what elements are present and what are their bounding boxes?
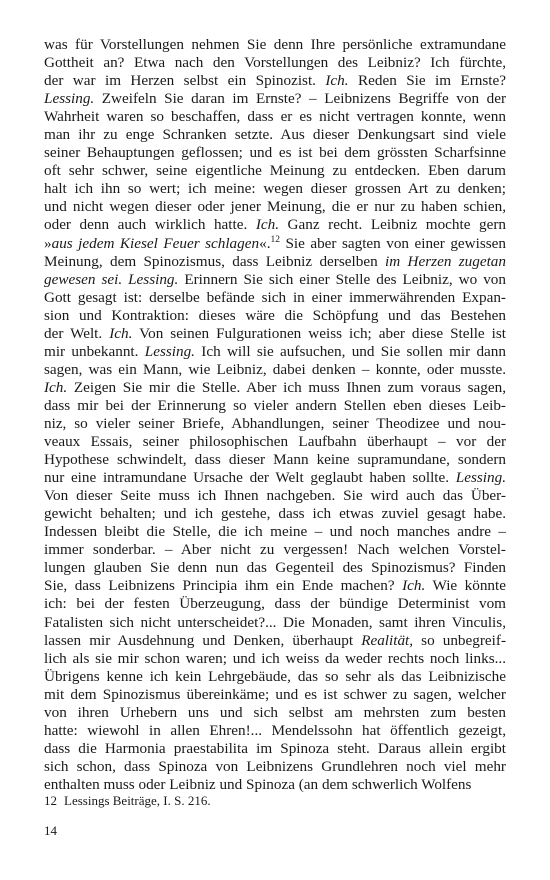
text-line: [44, 704, 506, 722]
italic-text: Lessing.: [455, 469, 506, 487]
text-segment: Indessen bleibt die Stelle, die ich meine – und noch manches andre –: [44, 523, 506, 541]
text-segment: Fatalisten sich nicht unterscheidet?... Die Monaden, samt ihren Vinculis,: [44, 613, 506, 631]
text-line: [44, 614, 506, 632]
italic-text: Ich.: [255, 216, 280, 234]
italic-text: aus jedem Kiesel Feuer schlagen: [51, 234, 260, 252]
text-segment: enthalten muss oder Leibniz und Spinoza (an dem schwerlich Wolfens: [44, 775, 472, 793]
italic-text: Lessing.: [44, 90, 95, 108]
text-segment: Wie könnte: [425, 577, 506, 595]
text-segment: hatte: wiewohl in allen Ehren!... Mendelssohn hat öffentlich gezeigt,: [44, 721, 506, 739]
text-segment: Ganz recht. Leibniz mochte gern: [279, 216, 506, 234]
text-segment: Gottheit an? Etwa nach den Vorstellungen des Leibniz? Ich fürchte,: [44, 54, 506, 72]
text-segment: niz, so vieler seiner Briefe, Abhandlungen, seiner Theodizee und nou-: [44, 414, 506, 432]
footnote-reference: 12: [270, 234, 280, 245]
text-line: [44, 433, 506, 451]
text-line: [44, 235, 506, 253]
text-segment: sagen, was ein Mann, wie Leibniz, dabei denken – konnte, oder musste.: [44, 360, 506, 378]
text-line: [44, 668, 506, 686]
text-line: [44, 54, 506, 72]
text-line: [44, 180, 506, 198]
text-segment: mit dem Spinozismus übereinkäme; und es ist schwer zu sagen, welcher: [44, 685, 506, 703]
italic-text: Ich.: [402, 577, 426, 595]
text-segment: Hypothese schwindelt, dass dieser Mann keine supramundane, sondern: [44, 451, 506, 469]
text-line: [44, 776, 506, 794]
text-line: [44, 325, 506, 343]
text-line: [44, 595, 506, 613]
text-segment: Zweifeln Sie daran im Ernste? – Leibnizens Begriffe von der: [94, 90, 506, 108]
text-segment: oder denn auch wirklich hatte.: [44, 216, 256, 234]
italic-text: im Herzen zugetan: [385, 252, 506, 270]
text-segment: Meinung, dem Spinozismus, dass Leibniz derselben: [44, 252, 386, 270]
italic-text: Ich.: [109, 324, 133, 342]
page-number: 14: [44, 823, 57, 838]
text-segment: was für Vorstellungen nehmen Sie denn Ihre persönliche extramundane: [44, 36, 506, 53]
text-line: [44, 72, 506, 90]
text-segment: dass mir bei der Erinnerung so vieler andern Stellen eben dieses Leib-: [44, 396, 506, 414]
text-line: [44, 198, 506, 216]
text-segment: veaux Essais, seiner philosophischen Laufbahn überhaupt – vor der: [44, 433, 506, 451]
text-line: [44, 487, 506, 505]
text-segment: «.: [259, 234, 271, 252]
text-segment: der war im Herzen selbst ein Spinozist.: [44, 72, 326, 90]
text-segment: der Welt.: [44, 324, 110, 342]
text-segment: sion und Kontraktion: dieses wäre die Schöpfung und das Bestehen: [44, 306, 506, 324]
text-segment: sich schon, dass Spinoza von Leibnizens Grundlehren noch viel mehr: [44, 757, 506, 775]
text-line: [44, 758, 506, 776]
text-line: [44, 162, 506, 180]
text-segment: lich als sie mir schon waren; und ich weiss da weder rechts noch links...: [44, 649, 506, 667]
text-line: [44, 505, 506, 523]
text-line: [44, 632, 506, 650]
text-segment: von ihren Urhebern uns und sich selbst am mehrsten zum besten: [44, 703, 506, 721]
text-segment: ich: bei der festen Überzeugung, dass der bündige Determinist vom: [44, 595, 506, 613]
text-segment: Gott gesagt ist: derselbe befände sich in einer immerwährenden Expan-: [44, 288, 506, 306]
text-line: [44, 722, 506, 740]
text-segment: dass die Harmonia praestabilita im Spinoza steht. Daraus allein ergibt: [44, 739, 506, 757]
text-segment: Ich will sie aufsuchen, und Sie sollen mir dann: [194, 342, 506, 360]
italic-text: Realität,: [361, 631, 414, 649]
text-line: [44, 541, 506, 559]
text-segment: Wahrheit waren so beschaffen, dass er es nicht vertragen konnte, wenn: [44, 108, 506, 126]
text-line: [44, 397, 506, 415]
footnote: [44, 793, 506, 809]
text-segment: Sie aber sagten von einer gewissen: [279, 234, 507, 252]
text-line: [44, 577, 506, 595]
text-segment: Übrigens kenne ich kein Lehrgebäude, das so sehr als das Leibnizische: [44, 667, 506, 685]
footnote-text: Lessings Beiträge, I. S. 216.: [64, 793, 211, 808]
text-line: [44, 451, 506, 469]
main-text: [44, 36, 506, 794]
italic-text: Ich.: [325, 72, 349, 90]
text-segment: mir unbekannt.: [44, 342, 145, 360]
text-line: [44, 686, 506, 704]
text-line: [44, 361, 506, 379]
italic-text: gewesen sei. Lessing.: [44, 270, 179, 288]
text-line: [44, 36, 506, 54]
text-segment: oft sehr schwer, seine eigentliche Meinung zu entdecken. Eben darum: [44, 162, 506, 180]
text-segment: lungen glauben Sie denn nun das Gegenteil des Spinozismus? Finden: [44, 559, 506, 577]
text-segment: nur eine intramundane Ursache der Welt geglaubt haben sollte.: [44, 469, 456, 487]
text-segment: Von seinen Fulgurationen weiss ich; aber diese Stelle ist: [132, 324, 506, 342]
text-line: [44, 271, 506, 289]
text-segment: lassen mir Ausdehnung und Denken, überhaupt: [44, 631, 362, 649]
text-line: [44, 379, 506, 397]
text-segment: immer sonderbar. – Aber nicht zu vergessen! Nach welchen Vorstel-: [44, 541, 506, 559]
text-segment: Sie, dass Leibnizens Principia ihm ein Ende machen?: [44, 577, 403, 595]
text-segment: und nicht wegen dieser oder jener Meinung, die er nur zu haben schien,: [44, 198, 506, 216]
text-line: [44, 740, 506, 758]
text-segment: so unbegreif-: [413, 631, 506, 649]
text-line: [44, 343, 506, 361]
text-line: [44, 144, 506, 162]
text-segment: man ihr zu enge Schranken setzte. Aus dieser Denkungsart sind viele: [44, 126, 506, 144]
text-line: [44, 90, 506, 108]
footnote-number: 12: [44, 793, 57, 808]
text-line: [44, 253, 506, 271]
text-line: [44, 289, 506, 307]
text-line: [44, 307, 506, 325]
text-line: [44, 650, 506, 668]
text-line: [44, 126, 506, 144]
text-segment: gewicht behalten; und ich gestehe, dass ich etwas zuviel gesagt habe.: [44, 505, 506, 523]
text-line: [44, 469, 506, 487]
italic-text: Ich.: [44, 378, 68, 396]
text-segment: seiner Behauptungen geflossen; und es ist bei dem grössten Scharfsinne: [44, 144, 506, 162]
text-segment: Zeigen Sie mir die Stelle. Aber ich muss Ihnen zum voraus sagen,: [67, 378, 506, 396]
text-line: [44, 415, 506, 433]
text-line: [44, 559, 506, 577]
text-line: [44, 523, 506, 541]
text-segment: »: [44, 234, 52, 252]
text-segment: Erinnern Sie sich einer Stelle des Leibniz, wo von: [178, 270, 506, 288]
text-segment: halt ich ihn so wert; ich meine: wegen dieser grossen Art zu denken;: [44, 180, 506, 198]
text-line: [44, 108, 506, 126]
italic-text: Lessing.: [144, 342, 195, 360]
text-line: [44, 216, 506, 234]
text-segment: Von dieser Seite muss ich Ihnen nachgeben. Sie wird auch das Über-: [44, 487, 506, 505]
text-segment: Reden Sie im Ernste?: [348, 72, 506, 90]
